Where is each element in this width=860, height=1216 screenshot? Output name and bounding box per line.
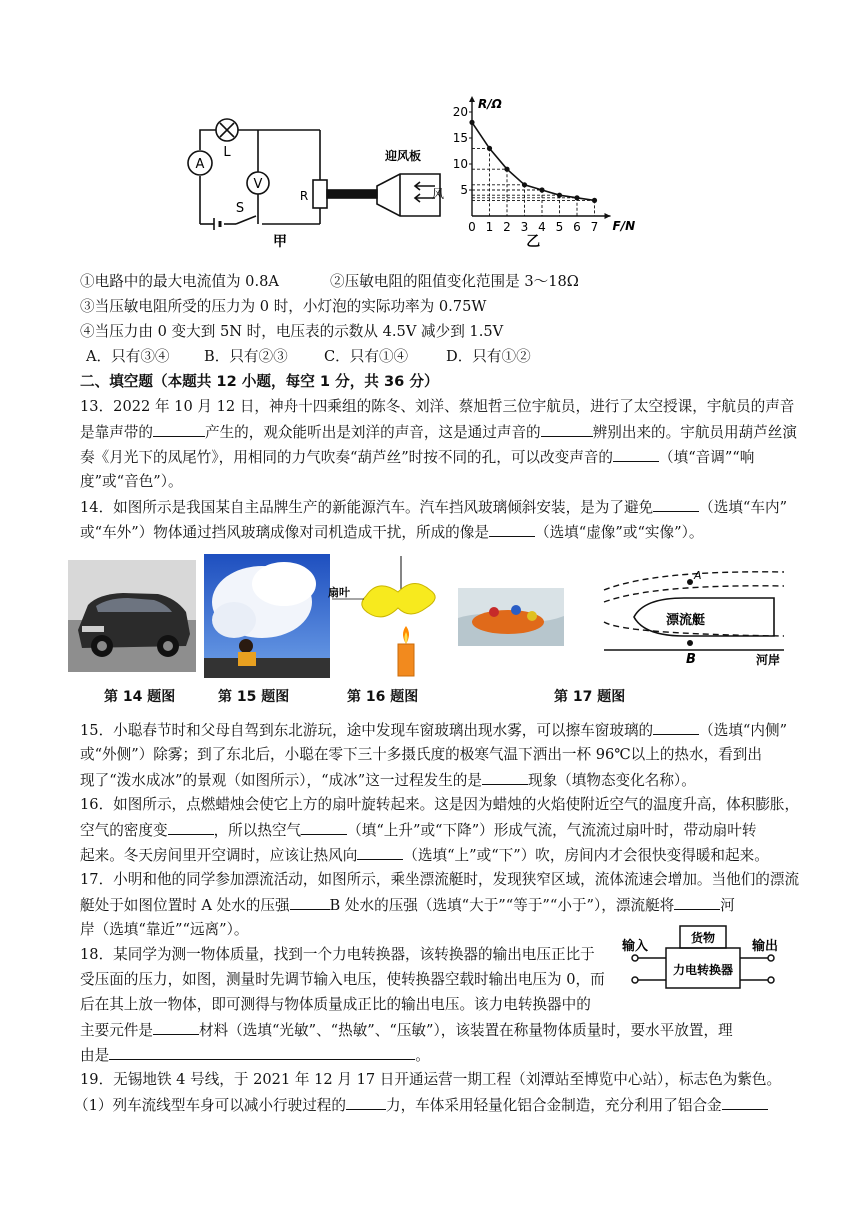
q16-line-1: 16．如图所示，点燃蜡烛会使它上方的扇叶旋转起来。这是因为蜡烛的火焰使附近空气的温度升高，体积膨胀，: [80, 796, 800, 813]
q13-line-4: 度”或“音色”）。: [80, 473, 183, 490]
section-2-title: 二、填空题（本题共 12 小题，每空 1 分，共 36 分）: [80, 373, 439, 390]
q14-line-2: 或“车外”）物体通过挡风玻璃成像对司机造成干扰，所成的像是 （选填“虚像”或“实像”）。: [80, 524, 704, 541]
data-point: [469, 120, 474, 125]
resistor-label: R: [299, 189, 309, 203]
x-axis-label: F/N: [612, 219, 636, 233]
lamp-label: L: [223, 145, 231, 160]
figure-jia-caption: 甲: [273, 234, 287, 250]
x-tick-label: 0: [468, 220, 476, 234]
x-tick-label: 3: [520, 220, 529, 234]
fig17-point-a: A: [694, 569, 702, 582]
r-f-graph: [440, 90, 660, 250]
q18-line-5: 由是 。: [80, 1047, 430, 1064]
fig18-converter-label: 力电转换器: [672, 963, 734, 977]
q19-line-1: 19．无锡地铁 4 号线，于 2021 年 12 月 17 日开通运营一期工程（刘潭站至博览中心站），标志色为紫色。: [80, 1071, 782, 1088]
x-tick-label: 6: [573, 220, 581, 234]
figure-16-candle-fan: [326, 556, 446, 678]
q15-line-1: 15．小聪春节时和父母自驾到东北游玩，途中发现车窗玻璃出现水雾，可以擦车窗玻璃的 （选填“内侧”: [80, 722, 788, 739]
x-tick-label: 7: [590, 220, 599, 234]
q18-line-2: 受压面的压力，如图，测量时先调节输入电压，使转换器空载时输出电压为 0，而: [80, 971, 605, 988]
data-point: [522, 182, 527, 187]
q18-line-3: 后在其上放一物体，即可测得与物体质量成正比的输出电压。该力电转换器中的: [80, 996, 591, 1013]
q12-choice-c: C．只有①④: [324, 348, 409, 365]
fig16-fan-label: 扇叶: [328, 586, 350, 599]
wind-label: 风: [432, 187, 445, 201]
q13-line-1: 13．2022 年 10 月 12 日，神舟十四乘组的陈冬、刘洋、蔡旭哲三位宇航员，进行了太空授课，宇航员的声音: [80, 398, 795, 415]
fig18-input-label: 输入: [622, 939, 649, 954]
q16-line-3: 起来。冬天房间里开空调时，应该让热风向 （选填“上”或“下”）吹，房间内才会很快变得暖和起来。: [80, 847, 769, 864]
caption-q17: 第 17 题图: [554, 689, 626, 705]
switch-label: S: [235, 201, 245, 216]
fig18-cargo-label: 货物: [690, 931, 716, 945]
plate-label: 迎风板: [385, 149, 422, 163]
q12-option-4: ④当压力由 0 变大到 5N 时，电压表的示数从 4.5V 减少到 1.5V: [80, 323, 504, 340]
fig17-point-b: B: [686, 652, 696, 667]
q12-option-2: ②压敏电阻的阻值变化范围是 3～18Ω: [330, 273, 579, 290]
circuit-diagram: [180, 90, 460, 250]
q15-line-3: 现了“泼水成冰”的景观（如图所示），“成冰”这一过程发生的是 现象（填物态变化名称）。: [80, 772, 696, 789]
data-point: [539, 187, 544, 192]
caption-q16: 第 16 题图: [347, 689, 419, 705]
q18-line-1: 18．某同学为测一物体质量，找到一个力电转换器，该转换器的输出电压正比于: [80, 946, 595, 963]
q15-line-2: 或“外侧”）除雾；到了东北后，小聪在零下三十多摄氏度的极寒气温下洒出一杯 96℃以上的热水，看到出: [80, 746, 762, 763]
q18-line-4: 主要元件是 材料（选填“光敏”、“热敏”、“压敏”），该装置在称量物体质量时，要水平放置，理: [80, 1022, 733, 1039]
q12-option-1: ①电路中的最大电流值为 0.8A: [80, 273, 279, 290]
q13-line-3: 奏《月光下的凤尾竹》，用相同的力气吹奏“葫芦丝”时按不同的孔，可以改变声音的 （填“音调”“响: [80, 449, 755, 466]
caption-q14: 第 14 题图: [104, 689, 176, 705]
y-axis-label: R/Ω: [478, 97, 502, 111]
caption-q15: 第 15 题图: [218, 689, 290, 705]
voltmeter-label: V: [253, 177, 263, 192]
figure-18-force-converter: [618, 920, 788, 1010]
data-point: [574, 195, 579, 200]
q17-line-1: 17．小明和他的同学参加漂流活动，如图所示，乘坐漂流艇时，发现狭窄区域，流体流速会增加。当他们的漂流: [80, 871, 800, 888]
ammeter-label: A: [195, 157, 205, 172]
q19-line-2: （1）列车流线型车身可以减小行驶过程的 力，车体采用轻量化铝合金制造，充分利用了铝合金: [74, 1095, 768, 1116]
figure-14-car-photo: [68, 560, 196, 672]
x-tick-label: 1: [485, 220, 494, 234]
x-tick-label: 2: [503, 220, 511, 234]
fig17-bank-label: 河岸: [756, 653, 781, 667]
q17-line-3: 岸（选填“靠近”“远离”）。: [80, 921, 249, 938]
q17-line-2: 艇处于如图位置时 A 处水的压强 B 处水的压强（选填“大于”“等于”“小于”），漂流艇将 河: [80, 897, 735, 914]
data-point: [592, 198, 597, 203]
y-tick-label: 10: [452, 157, 468, 171]
q12-choice-b: B．只有②③: [204, 348, 288, 365]
x-tick-label: 4: [538, 220, 546, 234]
y-tick-label: 5: [460, 183, 468, 197]
figure-17-boat-diagram: [594, 562, 794, 672]
y-tick-label: 20: [452, 105, 468, 119]
fig18-output-label: 输出: [752, 939, 779, 954]
q14-line-1: 14．如图所示是我国某自主品牌生产的新能源汽车。汽车挡风玻璃倾斜安装，是为了避免 （选填“车内”: [80, 499, 788, 516]
figure-15-water-splash-photo: [204, 554, 330, 678]
r-f-curve: [472, 122, 595, 200]
y-axis-arrow: [469, 96, 475, 102]
data-point: [557, 193, 562, 198]
q12-choice-d: D．只有①②: [446, 348, 531, 365]
x-tick-label: 5: [555, 220, 564, 234]
q12-choice-a: A．只有③④: [86, 348, 170, 365]
q12-option-3: ③当压敏电阻所受的压力为 0 时，小灯泡的实际功率为 0.75W: [80, 298, 487, 315]
q16-line-2: 空气的密度变 ，所以热空气 （填“上升”或“下降”）形成气流，气流流过扇叶时，带动扇叶转: [80, 822, 757, 839]
q13-line-2: 是靠声带的 产生的，观众能听出是刘洋的声音，这是通过声音的 辨别出来的。宇航员用葫芦丝演: [80, 424, 797, 441]
figure-17-rafting-photo: [458, 588, 564, 646]
x-axis-arrow: [605, 213, 611, 219]
fig17-boat-label: 漂流艇: [666, 613, 706, 628]
data-point: [504, 167, 509, 172]
y-tick-label: 15: [452, 131, 468, 145]
figure-yi-caption: 乙: [526, 234, 541, 250]
data-point: [487, 146, 492, 151]
